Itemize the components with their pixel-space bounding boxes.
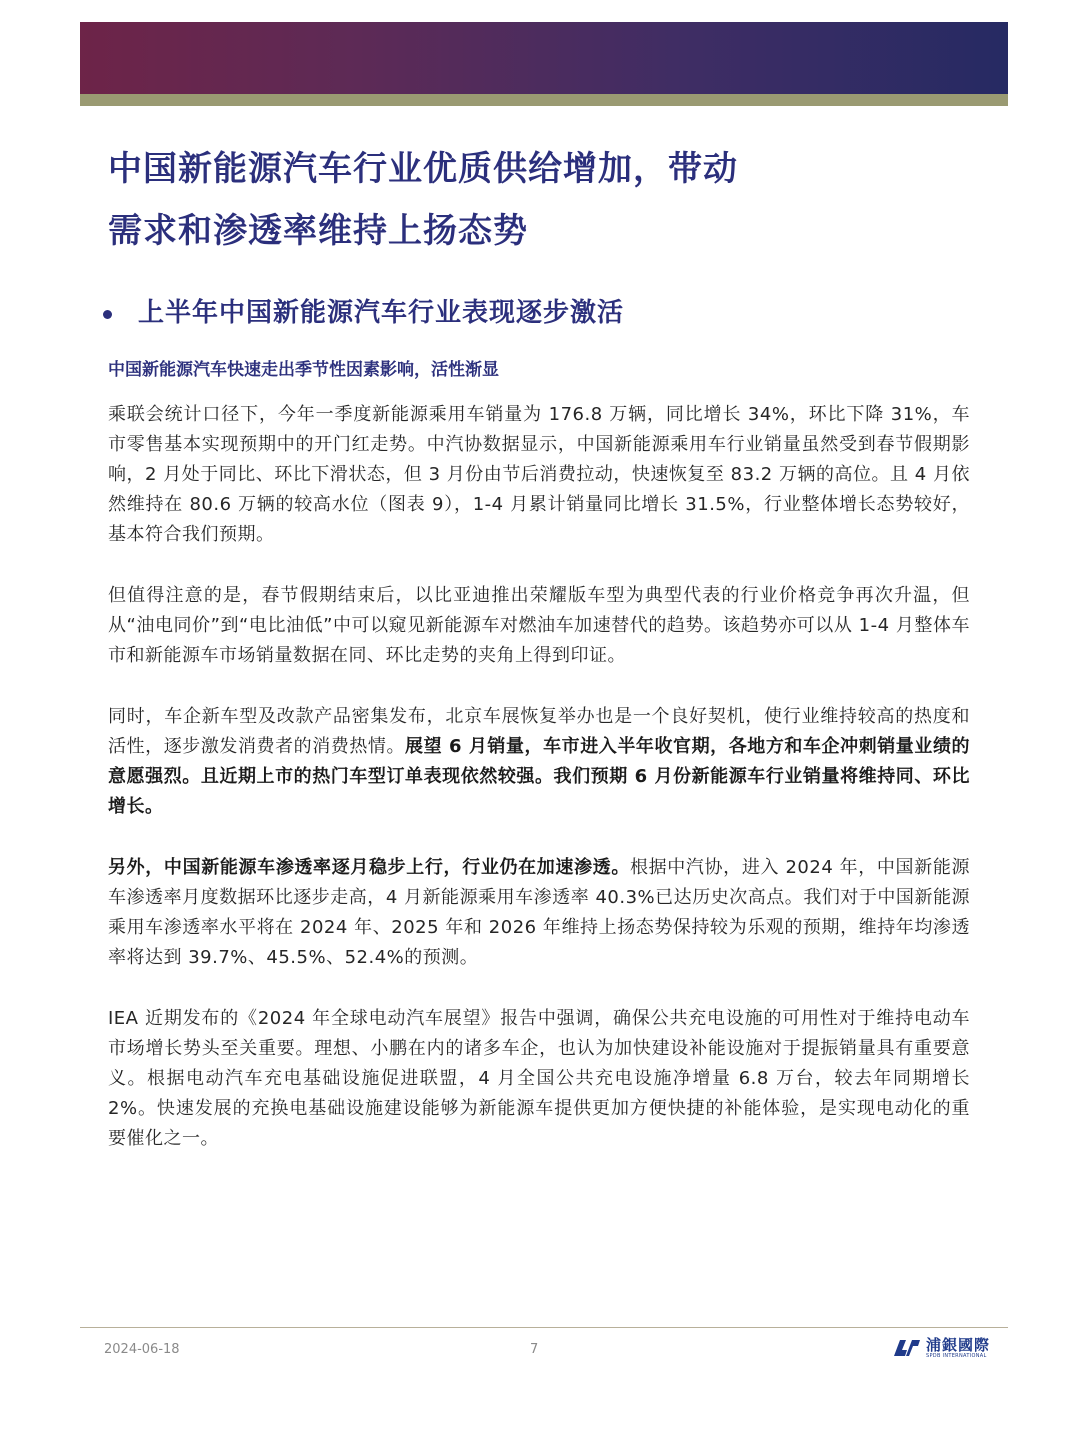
bullet-icon bbox=[103, 310, 112, 319]
page-title bbox=[108, 138, 968, 262]
paragraph-2: 但值得注意的是，春节假期结束后，以比亚迪推出荣耀版车型为典型代表的行业价格竞争再次升温，但从“油电同价”到“电比油低”中可以窥见新能源车对燃油车加速替代的趋势。该趋势亦可以从 1-4 月整体车市和新能源车市场销量数据在同、环比走势的夹角上得到印证。 bbox=[108, 585, 970, 666]
page-title-line-2: 需求和渗透率维持上扬态势 bbox=[108, 211, 528, 251]
header-band bbox=[80, 22, 1008, 94]
logo-subtext: SPDB INTERNATIONAL bbox=[926, 1352, 987, 1359]
paragraph-4 bbox=[108, 853, 970, 973]
footer-date: 2024-06-18 bbox=[104, 1342, 180, 1357]
logo-text-block bbox=[926, 1337, 990, 1360]
section-heading-text: 上半年中国新能源汽车行业表现逐步激活 bbox=[138, 297, 625, 328]
paragraph-3-bold: 展望 6 月销量，车市进入半年收官期，各地方和车企冲刺销量业绩的意愿强烈。且近期上市的热门车型订单表现依然较强。我们预期 6 月份新能源车行业销量将维持同、环比增长。 bbox=[108, 736, 971, 817]
body-text bbox=[108, 400, 970, 1185]
footer-rule bbox=[80, 1327, 1008, 1328]
section-heading bbox=[103, 290, 983, 330]
header-rule bbox=[80, 94, 1008, 106]
paragraph-4-text: 根据中汽协，进入 2024 年，中国新能源车渗透率月度数据环比逐步走高，4 月新能源乘用车渗透率 40.3%已达历史次高点。我们对于中国新能源乘用车渗透率水平将在 2024 年、2025 年和 2026 年维持上扬态势保持较为乐观的预期，维持年均渗透率将达到 39.7%、45.5%、52.4%的预测。 bbox=[108, 857, 970, 968]
spdb-logo-icon bbox=[892, 1336, 922, 1360]
paragraph-3-text: 同时，车企新车型及改款产品密集发布，北京车展恢复举办也是一个良好契机，使行业维持较高的热度和活性，逐步激发消费者的消费热情。 bbox=[108, 706, 970, 757]
paragraph-5: IEA 近期发布的《2024 年全球电动汽车展望》报告中强调，确保公共充电设施的可用性对于维持电动车市场增长势头至关重要。理想、小鹏在内的诸多车企，也认为加快建设补能设施对于提振销量具有重要意义。根据电动汽车充电基础设施促进联盟，4 月全国公共充电设施净增量 6.8 万台，较去年同期增长 2%。快速发展的充换电基础设施建设能够为新能源车提供更加方便快捷的补能体验，是实现电动化的重要催化之一。 bbox=[108, 1008, 970, 1149]
paragraph-1: 乘联会统计口径下，今年一季度新能源乘用车销量为 176.8 万辆，同比增长 34%，环比下降 31%，车市零售基本实现预期中的开门红走势。中汽协数据显示，中国新能源乘用车行业销量虽然受到春节假期影响，2 月处于同比、环比下滑状态，但 3 月份由节后消费拉动，快速恢复至 83.2 万辆的高位。且 4 月依然维持在 80.6 万辆的较高水位（图表 9），1-4 月累计销量同比增长 31.5%，行业整体增长态势较好，基本符合我们预期。 bbox=[108, 404, 970, 545]
page-title-line-1: 中国新能源汽车行业优质供给增加，带动 bbox=[108, 149, 738, 189]
paragraph-3 bbox=[108, 702, 970, 822]
footer-logo bbox=[892, 1336, 990, 1360]
paragraph-4-bold: 另外，中国新能源车渗透率逐月稳步上行，行业仍在加速渗透。 bbox=[108, 857, 630, 878]
subheading: 中国新能源汽车快速走出季节性因素影响，活性渐显 bbox=[108, 360, 499, 380]
page-number: 7 bbox=[530, 1342, 539, 1357]
logo-text: 浦銀國際 bbox=[926, 1335, 991, 1354]
